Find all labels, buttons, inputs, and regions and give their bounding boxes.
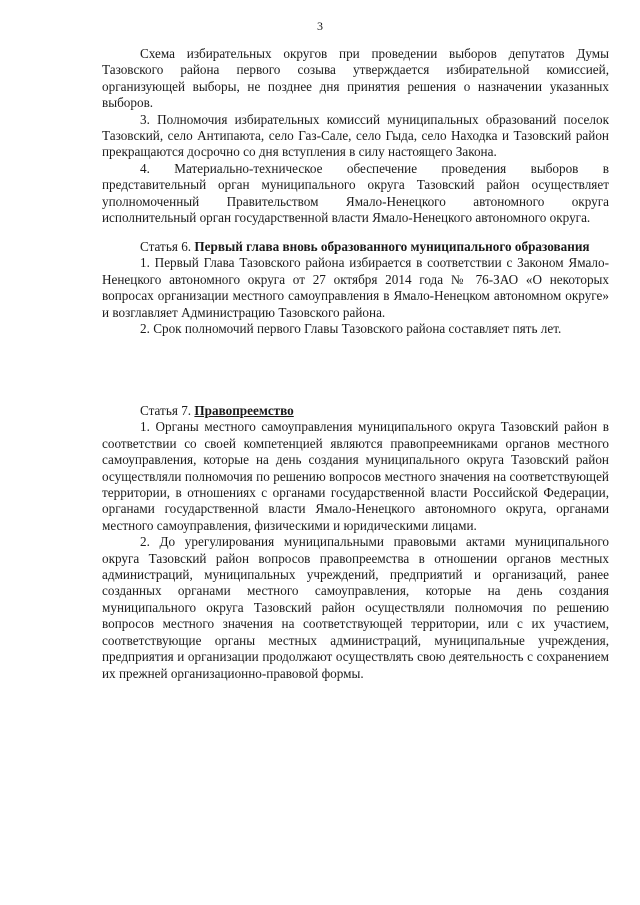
article-7 [102,403,609,682]
article-7-heading [102,403,609,419]
article-6-title: Первый глава вновь образованного муниципального образования [194,239,590,254]
article-7-title: Правопреемство [194,403,294,418]
paragraph-commissions: 3. Полномочия избирательных комиссий муниципальных образований поселок Тазовский, село Антипаюта, село Газ-Сале, село Гыда, село Находка и Тазовский район прекращаются досрочно со дня вступления в силу настоящего Закона. [102,111,609,160]
article-7-label: Статья 7. [140,403,195,418]
article-7-paragraph-1: 1. Органы местного самоуправления муниципального округа Тазовский район в соответствии со своей компетенцией являются правопреемниками органов местного самоуправления, которые на день создания муниципального округа Тазовский район осуществляли полномочия по решению вопросов местного значения на соответствующей территории, в отношениях с органами государственной власти Российской Федерации, органами государственной власти Ямало-Ненецкого автономного округа, органами местного самоуправления, физическими и юридическими лицами. [102,419,609,533]
paragraph-logistics: 4. Материально-техническое обеспечение проведения выборов в представительный орган муниципального округа Тазовский район осуществляет уполномоченный Правительством Ямало-Ненецкого автономного округа исполнительный орган государственной власти Ямало-Ненецкого автономного округа. [102,160,609,226]
page-number: 3 [317,19,323,33]
article-7-paragraph-2: 2. До урегулирования муниципальными правовыми актами муниципального округа Тазовский район вопросов правопреемства в отношении органов местных администраций, муниципальных учреждений, предприятий и организаций, ранее созданных органами местного самоуправления, которые на день создания муниципального округа Тазовский район осуществляли полномочия по решению вопросов местного значения на соответствующей территории, или с их участием, соответствующие органы местных администраций, муниципальные учреждения, предприятия и организации продолжают осуществлять свою деятельность с сохранением их прежней организационно-правовой формы. [102,534,609,681]
article-6-label: Статья 6. [140,239,195,254]
article-6-paragraph-1: 1. Первый Глава Тазовского района избирается в соответствии с Законом Ямало-Ненецкого автономного округа от 27 октября 2014 года № 76-ЗАО «О некоторых вопросах организации местного самоуправления в Ямало-Ненецком автономном округе» и возглавляет Администрацию Тазовского района. [102,255,609,320]
article-6 [102,239,609,337]
article-6-heading [102,239,609,255]
paragraph-scheme: Схема избирательных округов при проведении выборов депутатов Думы Тазовского района первого созыва утверждается избирательной комиссией, организующей выборы, не позднее дня принятия решения о назначении указанных выборов. [102,46,609,111]
article-6-paragraph-2: 2. Срок полномочий первого Главы Тазовского района составляет пять лет. [140,321,562,337]
continued-article-text [102,46,609,226]
